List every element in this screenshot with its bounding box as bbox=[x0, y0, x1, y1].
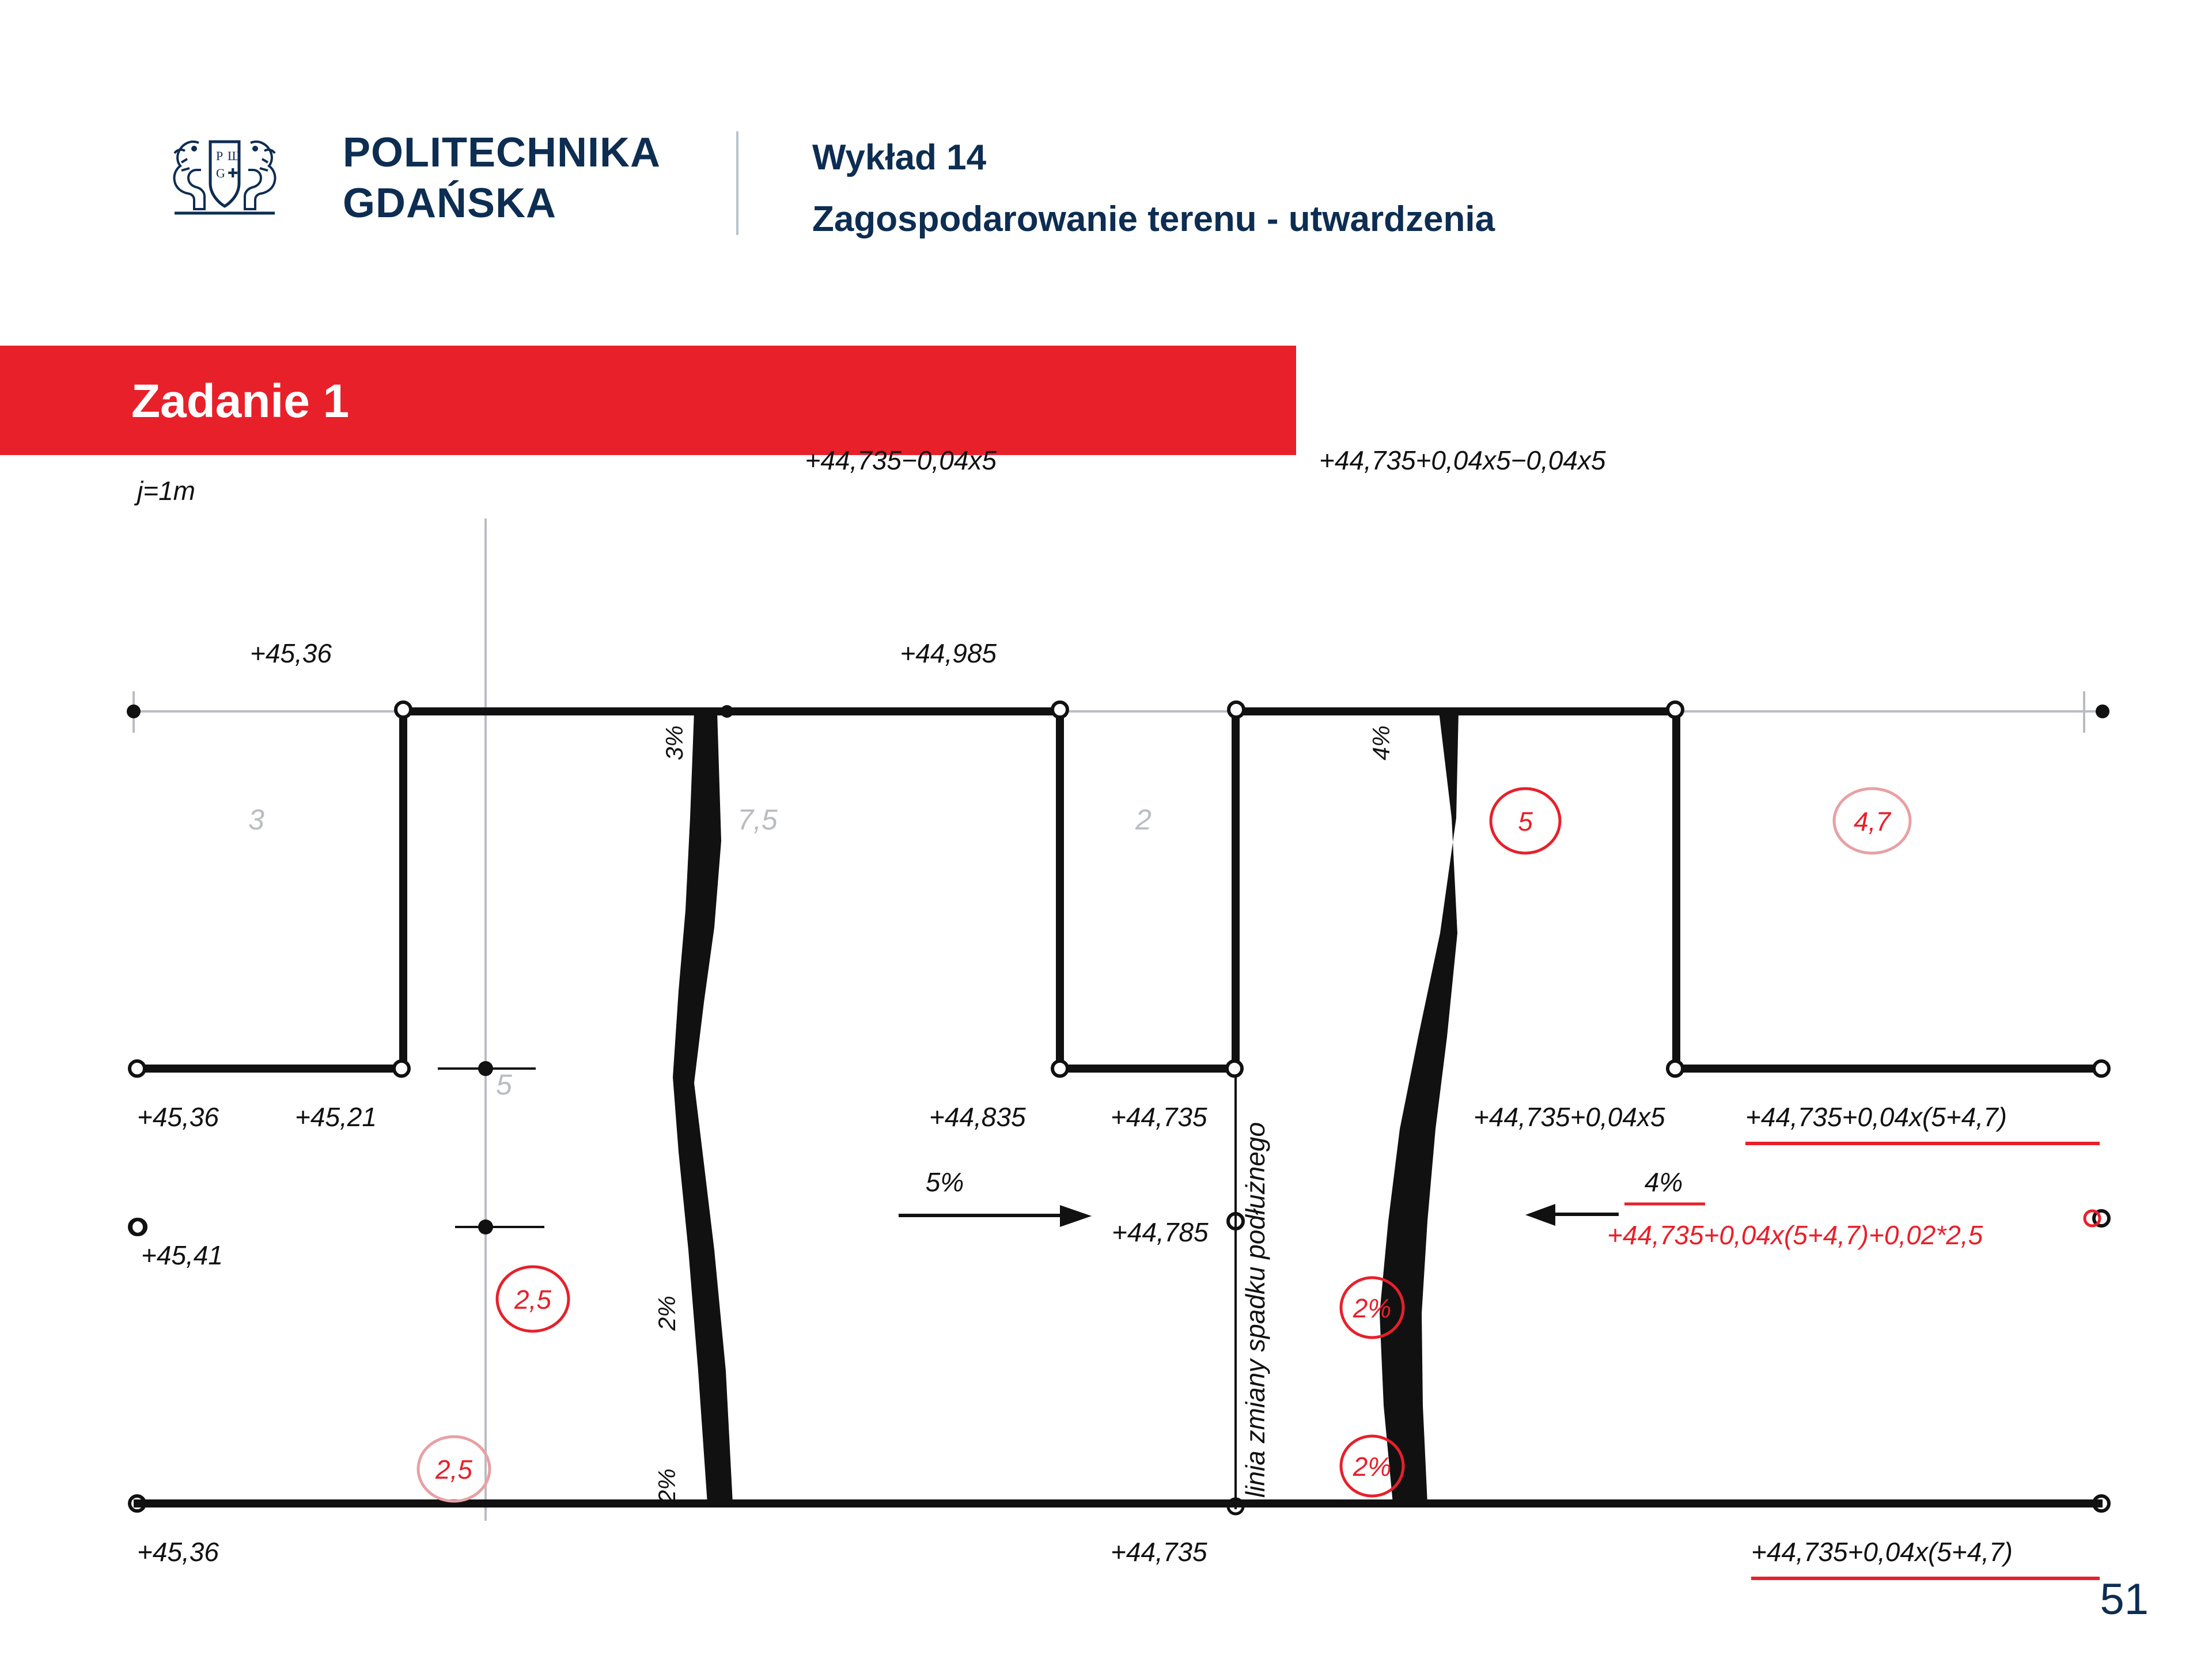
arrow-right-4pct-label: 4% bbox=[1644, 1167, 1683, 1197]
profile-node-5 bbox=[1052, 1061, 1067, 1076]
slope-4pct: 4% bbox=[1368, 725, 1395, 760]
university-logo bbox=[130, 121, 809, 236]
logo-wordmark bbox=[343, 128, 661, 229]
level-top-left: +45,36 bbox=[250, 638, 332, 668]
level-mid-e: +44,735+0,04x5 bbox=[1474, 1102, 1665, 1132]
profile-node-7 bbox=[1229, 702, 1244, 717]
svg-text:Ш: Ш bbox=[228, 148, 241, 163]
axis-node-left bbox=[127, 704, 141, 718]
pg-crest-icon bbox=[130, 126, 320, 232]
slope-2pct-b: 2% bbox=[653, 1468, 680, 1503]
slope-2pct-a: 2% bbox=[653, 1296, 680, 1331]
profile-left-kerb bbox=[134, 711, 733, 1069]
level-bottom-right: +44,735+0,04x(5+4,7) bbox=[1751, 1537, 2013, 1567]
level-mid-f: +44,735+0,04x(5+4,7) bbox=[1745, 1102, 2007, 1132]
arrow-left-5pct-label: 5% bbox=[925, 1167, 964, 1197]
slope-change-axis-label: linia zmiany spadku podłużnego bbox=[1240, 1122, 1270, 1498]
svg-text:✚: ✚ bbox=[228, 165, 238, 180]
top-formula-left: +44,735−0,04x5 bbox=[805, 445, 997, 475]
dim-red-5-circled bbox=[1491, 789, 1560, 853]
dim-gray-vertical-5: 5 bbox=[496, 1069, 512, 1101]
node-mid-left bbox=[478, 1061, 493, 1076]
level-mid-d: +44,735 bbox=[1111, 1102, 1207, 1132]
profile-node-2 bbox=[394, 1061, 409, 1076]
level-center-low: +44,785 bbox=[1112, 1217, 1209, 1247]
logo-line-2: GDAŃSKA bbox=[343, 180, 557, 226]
svg-text:P: P bbox=[216, 148, 224, 163]
task-banner-label: Zadanie 1 bbox=[131, 375, 350, 427]
level-mid-c: +44,835 bbox=[929, 1102, 1026, 1132]
profile-node-10 bbox=[2094, 1061, 2109, 1076]
slope-3pct: 3% bbox=[661, 725, 688, 760]
interval-note: j=1m bbox=[137, 476, 195, 506]
level-left-low: +45,41 bbox=[141, 1240, 223, 1270]
arrow-left-5pct bbox=[899, 1167, 1092, 1227]
dim-red-25-lower-label: 2,5 bbox=[435, 1455, 472, 1484]
profile-right-plateau bbox=[1457, 711, 2103, 1069]
dim-red-47-label: 4,7 bbox=[1854, 806, 1891, 836]
lecture-number: Wykład 14 bbox=[812, 138, 987, 177]
slope-red-2pct-upper-label: 2% bbox=[1353, 1293, 1392, 1323]
profile-node-1 bbox=[130, 1061, 145, 1076]
profile-node-9 bbox=[1668, 1061, 1683, 1076]
page-header bbox=[0, 0, 2212, 300]
wedge-left bbox=[673, 711, 733, 1503]
header-title-block bbox=[812, 137, 1495, 240]
dim-gray-2: 2 bbox=[1135, 804, 1152, 836]
profile-node-8 bbox=[1668, 702, 1683, 717]
level-mid-left-a: +45,36 bbox=[137, 1102, 219, 1132]
dim-red-25-upper-circled bbox=[497, 1267, 569, 1331]
level-top-mid: +44,985 bbox=[900, 638, 997, 668]
technical-drawing bbox=[0, 445, 2212, 1619]
profile-mid-plateau bbox=[733, 711, 1236, 1069]
level-mid-left-b: +45,21 bbox=[295, 1102, 377, 1132]
lecture-title: Zagospodarowanie terenu - utwardzenia bbox=[812, 199, 1495, 239]
level-red-formula: +44,735+0,04x(5+4,7)+0,02*2,5 bbox=[1607, 1220, 1983, 1250]
dim-gray-3: 3 bbox=[248, 804, 264, 836]
page-number: 51 bbox=[2100, 1575, 2149, 1624]
dim-red-25-upper-label: 2,5 bbox=[514, 1285, 551, 1315]
header-divider bbox=[736, 131, 738, 235]
top-formula-right: +44,735+0,04x5−0,04x5 bbox=[1319, 445, 1606, 475]
level-bottom-left: +45,36 bbox=[137, 1537, 219, 1567]
profile-node-6 bbox=[1227, 1061, 1242, 1076]
profile-node-3 bbox=[396, 702, 411, 717]
dim-red-5-label: 5 bbox=[1518, 806, 1533, 836]
dim-gray-75: 7,5 bbox=[737, 804, 778, 836]
dim-red-47-circled bbox=[1834, 789, 1910, 853]
profile-node-4 bbox=[1052, 702, 1067, 717]
level-bottom-mid: +44,735 bbox=[1111, 1537, 1207, 1567]
svg-text:G: G bbox=[216, 165, 225, 180]
logo-line-1: POLITECHNIKA bbox=[343, 130, 661, 176]
wedge-right bbox=[1380, 711, 1459, 1503]
slope-red-2pct-lower-label: 2% bbox=[1353, 1452, 1392, 1482]
node-low-left bbox=[478, 1219, 493, 1234]
axis-node-right bbox=[2096, 704, 2109, 718]
dim-red-25-lower-circled bbox=[418, 1437, 490, 1501]
arrow-right-4pct bbox=[1525, 1167, 1705, 1226]
